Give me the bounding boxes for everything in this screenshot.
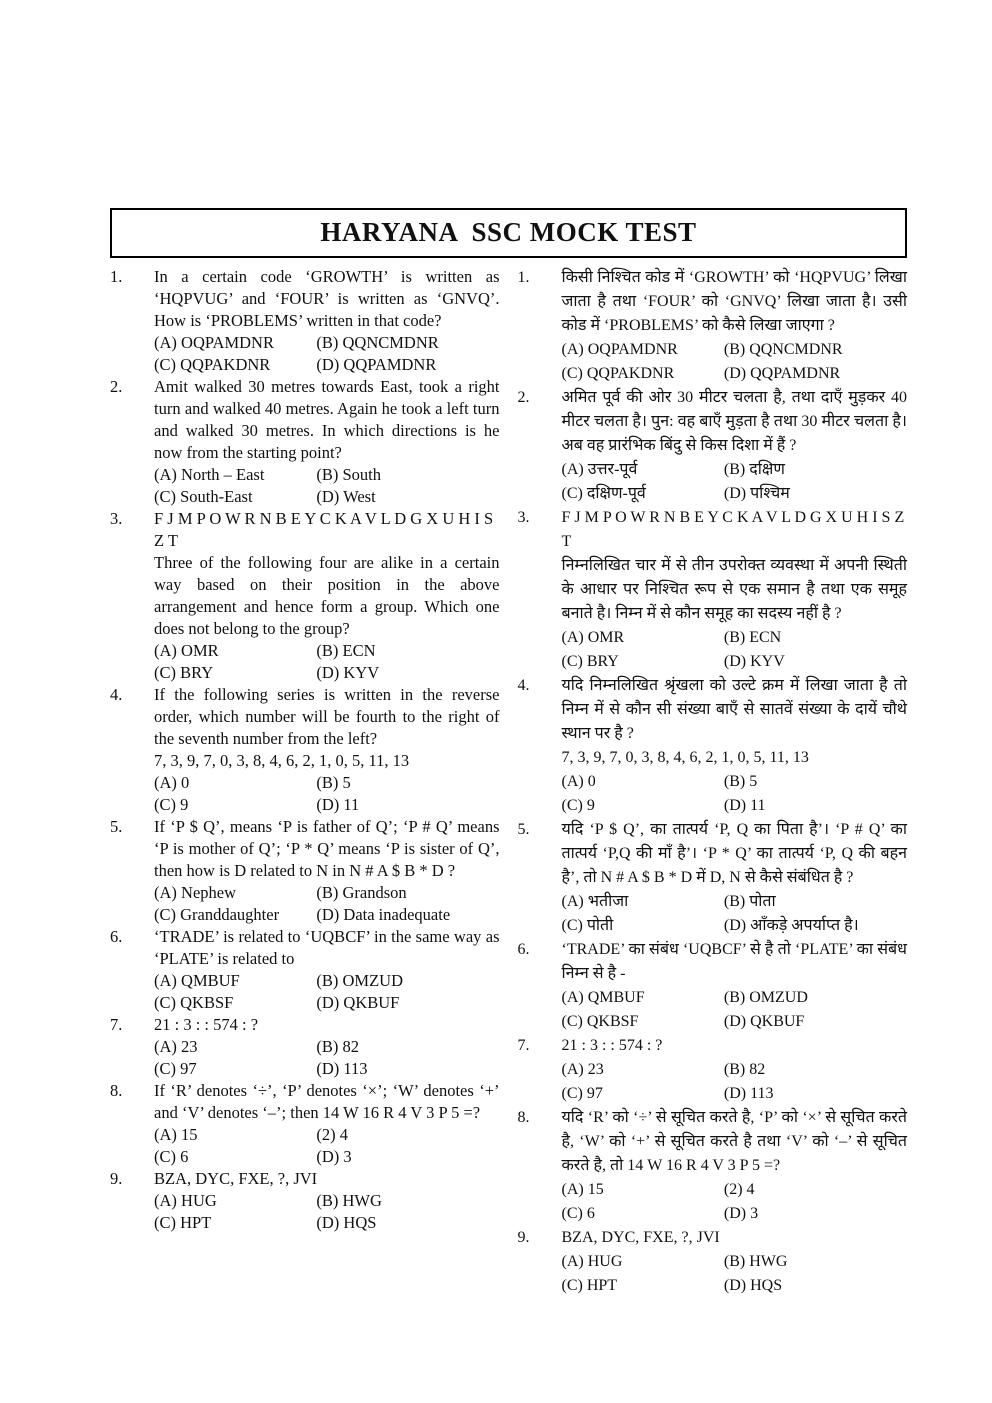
option: (B) 5 xyxy=(723,773,758,790)
option: (2) 4 xyxy=(316,1125,348,1144)
option: (D) 11 xyxy=(316,795,360,814)
question-series-line: F J M P O W R N B E Y C K A V L D G X U H I S Z T xyxy=(154,509,494,550)
column-hindi xyxy=(518,266,908,1298)
option: (A) 0 xyxy=(561,773,596,790)
option: (C) 9 xyxy=(561,797,595,814)
option-row xyxy=(562,482,908,506)
question xyxy=(518,674,908,818)
option: (A) North – East xyxy=(154,465,265,484)
question-body xyxy=(154,926,500,1014)
option: (C) HPT xyxy=(561,1277,618,1294)
question xyxy=(110,1080,500,1168)
option: (C) QQPAKDNR xyxy=(154,355,271,374)
option: (D) HQS xyxy=(316,1213,377,1232)
option-row xyxy=(154,640,500,662)
option: (D) 113 xyxy=(723,1085,774,1102)
question xyxy=(110,1014,500,1080)
option: (A) 23 xyxy=(154,1037,198,1056)
option: (D) QQPAMDNR xyxy=(316,355,437,374)
question xyxy=(518,1034,908,1106)
question-number: 2. xyxy=(110,377,123,396)
question-number: 6. xyxy=(110,927,123,946)
option: (D) Data inadequate xyxy=(316,905,451,924)
option: (D) KYV xyxy=(316,663,380,682)
option-row xyxy=(154,1212,500,1234)
option: (B) ECN xyxy=(723,629,782,646)
option: (D) HQS xyxy=(723,1277,783,1294)
question-series-line: F J M P O W R N B E Y C K A V L D G X U H I S Z T xyxy=(561,509,905,550)
question-text: If ‘R’ denotes ‘÷’, ‘P’ denotes ‘×’; ‘W’ denotes ‘+’ and ‘V’ denotes ‘–’; then 14 W 16 R 4 V 3 P 5 =? xyxy=(154,1081,500,1122)
option: (C) पोती xyxy=(561,917,614,934)
question-number: 5. xyxy=(110,817,123,836)
option-row xyxy=(562,986,908,1010)
option: (C) 9 xyxy=(154,795,189,814)
option-row xyxy=(154,354,500,376)
question-number: 5. xyxy=(517,821,530,838)
question-number: 3. xyxy=(517,509,530,526)
option: (D) West xyxy=(316,487,376,506)
question-text: If ‘P $ Q’, means ‘P is father of Q’; ‘P # Q’ means ‘P is mother of Q’; ‘P * Q’ means ‘P is sister of Q’, then how is D related to N in N # A $ B * D ? xyxy=(154,817,500,880)
question-body xyxy=(154,684,500,816)
option: (C) South-East xyxy=(154,487,253,506)
option: (A) 15 xyxy=(561,1181,604,1198)
question xyxy=(518,938,908,1034)
option: (C) दक्षिण-पूर्व xyxy=(561,485,646,502)
option: (A) QMBUF xyxy=(154,971,240,990)
question-number: 1. xyxy=(110,267,123,286)
question-series-line: 7, 3, 9, 7, 0, 3, 8, 4, 6, 2, 1, 0, 5, 11, 13 xyxy=(561,749,809,766)
option: (A) OQPAMDNR xyxy=(561,341,678,358)
question-number: 3. xyxy=(110,509,123,528)
question-number: 8. xyxy=(517,1109,530,1126)
test-sheet xyxy=(110,208,907,1298)
question-columns xyxy=(110,266,907,1298)
question xyxy=(110,684,500,816)
option-row xyxy=(562,1058,908,1082)
option-row xyxy=(562,338,908,362)
option: (A) 23 xyxy=(561,1061,604,1078)
option-row xyxy=(562,1178,908,1202)
option-row xyxy=(562,650,908,674)
question-series-line: 7, 3, 9, 7, 0, 3, 8, 4, 6, 2, 1, 0, 5, 11, 13 xyxy=(154,751,410,770)
option: (D) 113 xyxy=(316,1059,368,1078)
option: (B) 82 xyxy=(723,1061,766,1078)
title-box xyxy=(110,208,907,258)
question-body xyxy=(154,266,500,376)
option-row xyxy=(562,890,908,914)
question xyxy=(110,266,500,376)
option: (A) उत्तर-पूर्व xyxy=(561,461,638,478)
option: (B) HWG xyxy=(723,1253,788,1270)
question-body xyxy=(154,1168,500,1234)
question-series-line: 21 : 3 : : 574 : ? xyxy=(561,1037,663,1054)
question-text: ‘TRADE’ is related to ‘UQBCF’ in the same way as ‘PLATE’ is related to xyxy=(154,927,500,968)
option: (A) OQPAMDNR xyxy=(154,333,274,352)
option-row xyxy=(154,662,500,684)
option-row xyxy=(154,904,500,926)
option: (A) OMR xyxy=(154,641,219,660)
option: (B) 5 xyxy=(316,773,351,792)
question-text: यदि निम्नलिखित श्रृंखला को उल्टे क्रम में लिखा जाता है तो निम्न में से कौन सी संख्या बाएँ से सातवें संख्या के दायें चौथे स्थान पर है ? xyxy=(561,677,907,742)
option: (2) 4 xyxy=(723,1181,755,1198)
option-row xyxy=(154,1036,500,1058)
question xyxy=(110,816,500,926)
option: (D) 3 xyxy=(316,1147,352,1166)
option-row xyxy=(154,332,500,354)
question-body xyxy=(562,818,908,938)
option: (B) 82 xyxy=(316,1037,359,1056)
question-body xyxy=(154,816,500,926)
option: (C) 6 xyxy=(154,1147,189,1166)
question-body xyxy=(154,376,500,508)
option-row xyxy=(562,794,908,818)
question-text: यदि ‘R’ को ‘÷’ से सूचित करते है, ‘P’ को ‘×’ से सूचित करते है, ‘W’ को ‘+’ से सूचित करते है तथा ‘V’ को ‘–’ से सूचित करते है, तो 14 W 16 R 4 V 3 P 5 =? xyxy=(561,1109,907,1174)
option: (D) QQPAMDNR xyxy=(723,365,841,382)
option: (A) HUG xyxy=(154,1191,217,1210)
option: (C) 97 xyxy=(154,1059,197,1078)
option-row xyxy=(154,486,500,508)
option: (C) 97 xyxy=(561,1085,603,1102)
option: (A) 0 xyxy=(154,773,190,792)
option: (D) KYV xyxy=(723,653,785,670)
question xyxy=(110,1168,500,1234)
option: (B) South xyxy=(316,465,382,484)
question-text: In a certain code ‘GROWTH’ is written as ‘HQPVUG’ and ‘FOUR’ is written as ‘GNVQ’. How is ‘PROBLEMS’ written in that code? xyxy=(154,267,500,330)
option: (D) QKBUF xyxy=(316,993,400,1012)
question-text: ‘TRADE’ का संबंध ‘UQBCF’ से है तो ‘PLATE’ का संबंध निम्न से है - xyxy=(561,941,907,982)
question-text: अमित पूर्व की ओर 30 मीटर चलता है, तथा दाएँ मुड़कर 40 मीटर चलता है। पुन: वह बाएँ मुड़ता है तथा 30 मीटर चलता है। अब वह प्रारंभिक बिंदु से किस दिशा में हैं ? xyxy=(561,389,907,454)
question-text: Three of the following four are alike in a certain way based on their position in the above arrangement and hence form a group. Which one does not belong to the group? xyxy=(154,553,500,638)
option: (B) पोता xyxy=(723,893,776,910)
question-text: निम्नलिखित चार में से तीन उपरोक्त व्यवस्था में अपनी स्थिती के आधार पर निश्चित रूप से एक समान है तथा एक समूह बनाते है। निम्न में से कौन समूह का सदस्य नहीं है ? xyxy=(561,557,907,622)
option-row xyxy=(562,1250,908,1274)
option: (D) आँकड़े अपर्याप्त है। xyxy=(723,917,859,934)
option: (B) OMZUD xyxy=(723,989,808,1006)
option-row xyxy=(562,914,908,938)
option: (C) Granddaughter xyxy=(154,905,280,924)
option: (B) OMZUD xyxy=(316,971,403,990)
question-number: 7. xyxy=(517,1037,530,1054)
option: (C) 6 xyxy=(561,1205,595,1222)
question-body xyxy=(562,386,908,506)
option-row xyxy=(562,1274,908,1298)
option: (C) BRY xyxy=(561,653,619,670)
question xyxy=(518,266,908,386)
option: (B) ECN xyxy=(316,641,376,660)
option: (C) HPT xyxy=(154,1213,212,1232)
question-body xyxy=(562,674,908,818)
question-number: 9. xyxy=(517,1229,530,1246)
option: (A) 15 xyxy=(154,1125,198,1144)
option-row xyxy=(562,1082,908,1106)
option-row xyxy=(562,626,908,650)
option: (A) Nephew xyxy=(154,883,237,902)
question-text: यदि ‘P $ Q’, का तात्पर्य ‘P, Q का पिता है’। ‘P # Q’ का तात्पर्य ‘P,Q की माँ है’। ‘P * Q’ का तात्पर्य ‘P, Q की बहन है’, तो N # A $ B * D में D, N से कैसे संबंधित है ? xyxy=(561,821,907,886)
option: (B) Grandson xyxy=(316,883,407,902)
question xyxy=(518,1226,908,1298)
option-row xyxy=(562,770,908,794)
question-number: 2. xyxy=(517,389,530,406)
option: (A) OMR xyxy=(561,629,625,646)
column-english xyxy=(110,266,500,1298)
option: (C) QKBSF xyxy=(154,993,234,1012)
option-row xyxy=(562,1010,908,1034)
option: (D) 11 xyxy=(723,797,766,814)
question-number: 9. xyxy=(110,1169,123,1188)
question-body xyxy=(562,938,908,1034)
option: (C) BRY xyxy=(154,663,214,682)
option-row xyxy=(154,1124,500,1146)
question-series-line: BZA, DYC, FXE, ?, JVI xyxy=(561,1229,720,1246)
option: (B) HWG xyxy=(316,1191,382,1210)
question-number: 1. xyxy=(517,269,530,286)
option-row xyxy=(154,772,500,794)
question xyxy=(518,818,908,938)
option: (D) 3 xyxy=(723,1205,759,1222)
option-row xyxy=(154,970,500,992)
question-body xyxy=(562,266,908,386)
option-row xyxy=(562,362,908,386)
option: (C) QQPAKDNR xyxy=(561,365,675,382)
option-row xyxy=(562,1202,908,1226)
option: (A) HUG xyxy=(561,1253,623,1270)
question-text: Amit walked 30 metres towards East, took a right turn and walked 40 metres. Again he took a left turn and walked 30 metres. In which directions is he now from the starting point? xyxy=(154,377,500,462)
question xyxy=(110,376,500,508)
option: (A) QMBUF xyxy=(561,989,645,1006)
option: (A) भतीजा xyxy=(561,893,629,910)
question-body xyxy=(562,1106,908,1226)
option-row xyxy=(154,1146,500,1168)
question-number: 8. xyxy=(110,1081,123,1100)
question-body xyxy=(154,1080,500,1168)
question xyxy=(518,386,908,506)
option-row xyxy=(154,882,500,904)
question-number: 4. xyxy=(517,677,530,694)
option: (D) पश्चिम xyxy=(723,485,790,502)
option-row xyxy=(154,1190,500,1212)
question xyxy=(110,926,500,1014)
option: (C) QKBSF xyxy=(561,1013,639,1030)
option-row xyxy=(562,458,908,482)
option-row xyxy=(154,1058,500,1080)
question xyxy=(518,506,908,674)
question-body xyxy=(562,1034,908,1106)
question-number: 6. xyxy=(517,941,530,958)
question-body xyxy=(562,506,908,674)
question-number: 4. xyxy=(110,685,123,704)
question-series-line: BZA, DYC, FXE, ?, JVI xyxy=(154,1169,318,1188)
question-text: If the following series is written in the reverse order, which number will be fourth to the right of the seventh number from the left? xyxy=(154,685,500,748)
option: (B) QQNCMDNR xyxy=(316,333,439,352)
question-series-line: 21 : 3 : : 574 : ? xyxy=(154,1015,259,1034)
page-title: HARYANA SSC MOCK TEST xyxy=(320,217,697,247)
question-body xyxy=(154,1014,500,1080)
question xyxy=(518,1106,908,1226)
option: (D) QKBUF xyxy=(723,1013,805,1030)
question-body xyxy=(154,508,500,684)
option-row xyxy=(154,794,500,816)
option: (B) दक्षिण xyxy=(723,461,785,478)
question-body xyxy=(562,1226,908,1298)
option: (B) QQNCMDNR xyxy=(723,341,843,358)
question xyxy=(110,508,500,684)
option-row xyxy=(154,992,500,1014)
question-number: 7. xyxy=(110,1015,123,1034)
question-text: किसी निश्चित कोड में ‘GROWTH’ को ‘HQPVUG’ लिखा जाता है तथा ‘FOUR’ को ‘GNVQ’ लिखा जाता है। उसी कोड में ‘PROBLEMS’ को कैसे लिखा जाएगा ? xyxy=(561,269,907,334)
option-row xyxy=(154,464,500,486)
